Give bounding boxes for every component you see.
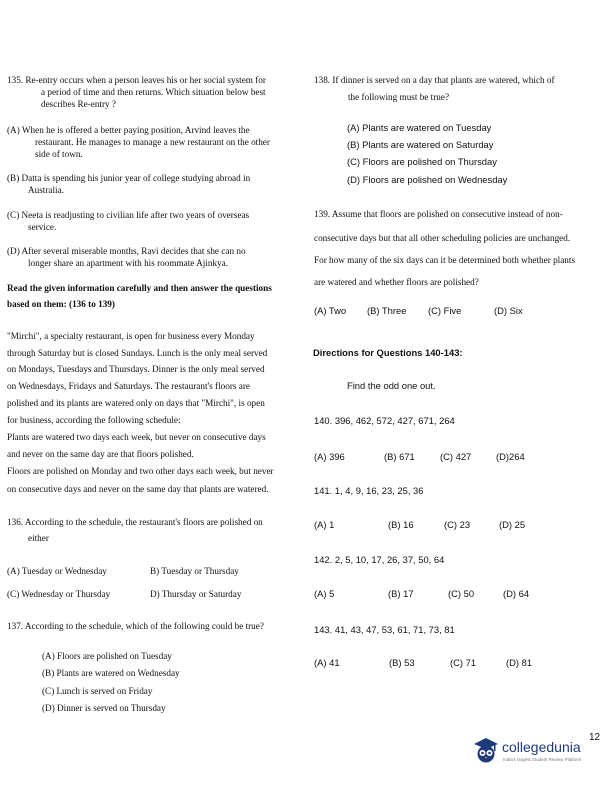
q139-option-c: (C) Five <box>428 305 462 316</box>
q135-option-c-line-2: service. <box>28 222 57 232</box>
q143-stem: 143. 41, 43, 47, 53, 61, 71, 73, 81 <box>314 624 455 635</box>
q137-stem: 137. According to the schedule, which of the following could be true? <box>7 621 264 631</box>
q138-option-b: (B) Plants are watered on Saturday <box>347 139 494 150</box>
q143-option-b: (B) 53 <box>389 657 415 668</box>
q136-option-a: (A) Tuesday or Wednesday <box>7 566 107 576</box>
graduate-owl-icon <box>472 736 500 766</box>
q141-option-a: (A) 1 <box>314 519 335 530</box>
collegedunia-logo <box>472 736 602 768</box>
q137-option-c: (C) Lunch is served on Friday <box>42 686 153 696</box>
q140-stem: 140. 396, 462, 572, 427, 671, 264 <box>314 415 455 426</box>
logo-text: collegedunia <box>502 739 581 755</box>
passage-heading-line-1: Read the given information carefully and then answer the questions <box>7 283 272 293</box>
q139-option-a: (A) Two <box>314 305 347 316</box>
logo-tagline: India's largest Student Review Platform <box>503 757 582 762</box>
q136-stem-line-1: 136. According to the schedule, the restaurant's floors are polished on <box>7 517 263 527</box>
q137-option-a: (A) Floors are polished on Tuesday <box>42 651 172 661</box>
q135-option-a-line-2: restaurant. He manages to manage a new restaurant on the other <box>35 137 270 147</box>
q135-option-b-line-1: (B) Datta is spending his junior year of college studying abroad in <box>7 173 251 183</box>
q140-option-b: (B) 671 <box>384 451 415 462</box>
q136-stem-line-2: either <box>28 533 49 543</box>
q136-option-d: D) Thursday or Saturday <box>150 589 242 599</box>
q135-option-d-line-2: longer share an apartment with his roommate Ajinkya. <box>28 258 229 268</box>
q137-option-b: (B) Plants are watered on Wednesday <box>42 668 180 678</box>
q138-stem-line-2: the following must be true? <box>348 92 450 102</box>
q142-stem: 142. 2, 5, 10, 17, 26, 37, 50, 64 <box>314 554 445 565</box>
passage-line: for business, according the following schedule: <box>7 415 181 425</box>
q142-option-b: (B) 17 <box>388 588 414 599</box>
passage-line: and never on the same day are that floors polished. <box>7 449 194 459</box>
passage-line: "Mirchi", a specialty restaurant, is open for business every Monday <box>7 331 255 341</box>
directions-instruction: Find the odd one out. <box>347 380 436 391</box>
q135-option-c-line-1: (C) Neeta is readjusting to civilian life after two years of overseas <box>7 210 250 220</box>
q143-option-d: (D) 81 <box>506 657 533 668</box>
passage-heading-line-2: based on them: (136 to 139) <box>7 299 115 309</box>
q135-option-b-line-2: Australia. <box>28 185 64 195</box>
q139-line-1: 139. Assume that floors are polished on consecutive instead of non- <box>314 209 563 219</box>
page-number: 12 <box>589 732 601 743</box>
q143-option-a: (A) 41 <box>314 657 340 668</box>
q135-option-d-line-1: (D) After several miserable months, Ravi decides that she can no <box>7 246 246 256</box>
q138-option-a: (A) Plants are watered on Tuesday <box>347 122 492 133</box>
q135-option-a-line-3: side of town. <box>35 149 83 159</box>
passage-line: Floors are polished on Monday and two other days each week, but never <box>7 466 274 476</box>
q143-option-c: (C) 71 <box>450 657 477 668</box>
directions-heading: Directions for Questions 140-143: <box>313 347 463 358</box>
passage-line: on Wednesdays, Fridays and Saturdays. The restaurant's floors are <box>7 381 250 391</box>
q135-option-a-line-1: (A) When he is offered a better paying position, Arvind leaves the <box>7 125 250 135</box>
q141-option-c: (C) 23 <box>444 519 471 530</box>
passage-line: through Saturday but is closed Sundays. Lunch is the only meal served <box>7 348 268 358</box>
q135-stem-line-3: describes Re-entry ? <box>41 99 116 109</box>
q137-option-d: (D) Dinner is served on Thursday <box>42 703 166 713</box>
q140-option-c: (C) 427 <box>440 451 472 462</box>
q141-option-d: (D) 25 <box>499 519 526 530</box>
q138-option-c: (C) Floors are polished on Thursday <box>347 156 497 167</box>
q139-line-4: are watered and whether floors are polished? <box>314 277 479 287</box>
passage-line: on Mondays, Tuesdays and Thursdays. Dinner is the only meal served <box>7 364 265 374</box>
q138-option-d: (D) Floors are polished on Wednesday <box>347 174 508 185</box>
q136-option-c: (C) Wednesday or Thursday <box>7 589 111 599</box>
q142-option-c: (C) 50 <box>448 588 475 599</box>
q139-option-b: (B) Three <box>367 305 407 316</box>
q136-option-b: B) Tuesday or Thursday <box>150 566 239 576</box>
q135-stem-line-2: a period of time and then returns. Which situation below best <box>41 87 266 97</box>
q139-line-2: consecutive days but that all other scheduling policies are unchanged. <box>314 233 571 243</box>
q142-option-a: (A) 5 <box>314 588 335 599</box>
q138-stem-line-1: 138. If dinner is served on a day that plants are watered, which of <box>314 75 555 85</box>
q139-line-3: For how many of the six days can it be determined both whether plants <box>314 255 576 265</box>
passage-line: Plants are watered two days each week, but never on consecutive days <box>7 432 266 442</box>
q140-option-d: (D)264 <box>496 451 525 462</box>
q141-stem: 141. 1, 4, 9, 16, 23, 25, 36 <box>314 485 424 496</box>
passage-line: on consecutive days and never on the same day that plants are watered. <box>7 484 269 494</box>
q135-stem-line-1: 135. Re-entry occurs when a person leaves his or her social system for <box>7 75 266 85</box>
q140-option-a: (A) 396 <box>314 451 345 462</box>
q142-option-d: (D) 64 <box>503 588 530 599</box>
passage-line: polished and its plants are watered only on days that "Mirchi", is open <box>7 398 265 408</box>
q139-option-d: (D) Six <box>494 305 523 316</box>
q141-option-b: (B) 16 <box>388 519 414 530</box>
